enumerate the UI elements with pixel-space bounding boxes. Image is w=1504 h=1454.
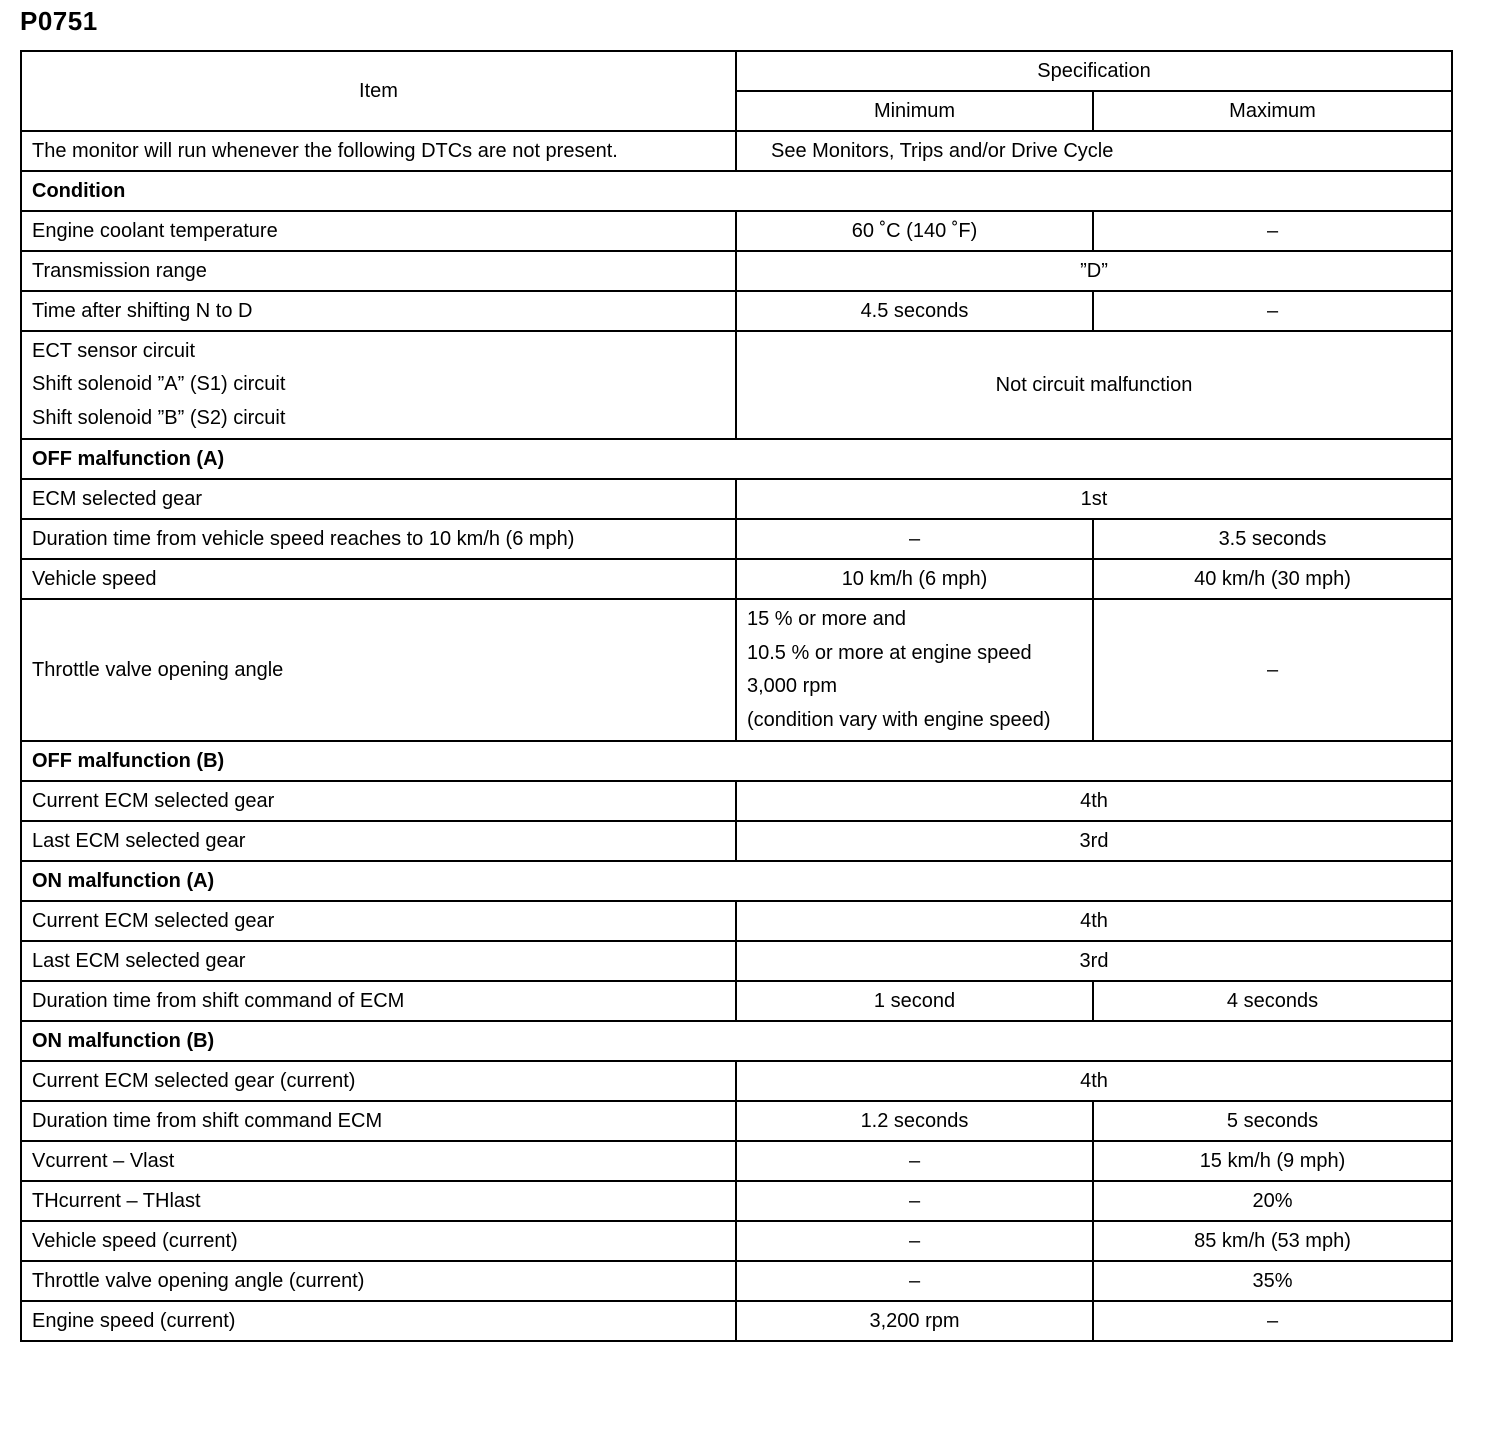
row-item: Last ECM selected gear [21,941,736,981]
row-item: Duration time from vehicle speed reaches to 10 km/h (6 mph) [21,519,736,559]
table-row [21,211,1452,251]
table-row [21,1261,1452,1301]
table-row [21,559,1452,599]
row-spec: Not circuit malfunction [736,331,1452,439]
row-item: The monitor will run whenever the following DTCs are not present. [21,131,736,171]
header-specification: Specification [736,51,1452,91]
row-spec: 4th [736,781,1452,821]
row-max: – [1093,291,1452,331]
table-row [21,941,1452,981]
table-row [21,519,1452,559]
row-min: 1 second [736,981,1093,1021]
section-row-on-a [21,861,1452,901]
row-item: Current ECM selected gear [21,781,736,821]
section-row-on-b [21,1021,1452,1061]
row-spec: 4th [736,901,1452,941]
row-item: Engine speed (current) [21,1301,736,1341]
row-min-line: 15 % or more and [747,608,906,630]
table-row [21,1101,1452,1141]
table-row [21,821,1452,861]
row-item: Engine coolant temperature [21,211,736,251]
row-min-line: (condition vary with engine speed) [747,708,1051,731]
row-item: Vcurrent – Vlast [21,1141,736,1181]
header-item: Item [21,51,736,131]
table-row [21,901,1452,941]
row-min: – [736,1261,1093,1301]
row-spec: ”D” [736,251,1452,291]
row-item: Throttle valve opening angle (current) [21,1261,736,1301]
table-row [21,131,1452,171]
row-max: 85 km/h (53 mph) [1093,1221,1452,1261]
row-max: – [1093,1301,1452,1341]
row-min-line: 3,000 rpm [747,675,838,697]
row-max: 15 km/h (9 mph) [1093,1141,1452,1181]
row-item: Last ECM selected gear [21,821,736,861]
row-spec: 3rd [736,941,1452,981]
table-row [21,1301,1452,1341]
table-row [21,291,1452,331]
row-item: THcurrent – THlast [21,1181,736,1221]
section-heading: Condition [21,171,1452,211]
table-row [21,1221,1452,1261]
row-item-line: Shift solenoid ”B” (S2) circuit [32,406,286,429]
row-max: – [1093,599,1452,741]
row-min: – [736,1141,1093,1181]
row-item [21,331,736,439]
row-min: 60 ˚C (140 ˚F) [736,211,1093,251]
row-spec: 3rd [736,821,1452,861]
table-row [21,1181,1452,1221]
row-max: 40 km/h (30 mph) [1093,559,1452,599]
table-row [21,1061,1452,1101]
section-row-off-b [21,741,1452,781]
table-row [21,251,1452,291]
row-item: ECM selected gear [21,479,736,519]
row-min [736,599,1093,741]
row-min: 1.2 seconds [736,1101,1093,1141]
row-min: 10 km/h (6 mph) [736,559,1093,599]
row-max: 20% [1093,1181,1452,1221]
row-spec: See Monitors, Trips and/or Drive Cycle [736,131,1452,171]
row-max: 3.5 seconds [1093,519,1452,559]
section-heading: ON malfunction (A) [21,861,1452,901]
row-spec: 1st [736,479,1452,519]
specification-table [20,50,1453,1342]
row-item: Throttle valve opening angle [21,599,736,741]
row-item: Transmission range [21,251,736,291]
section-heading: OFF malfunction (A) [21,439,1452,479]
row-max: – [1093,211,1452,251]
row-min: – [736,1221,1093,1261]
row-min: – [736,1181,1093,1221]
row-item: Vehicle speed (current) [21,1221,736,1261]
table-row [21,1141,1452,1181]
row-max: 5 seconds [1093,1101,1452,1141]
table-row [21,981,1452,1021]
row-min: 4.5 seconds [736,291,1093,331]
row-item: Current ECM selected gear (current) [21,1061,736,1101]
page-title: P0751 [20,6,98,36]
row-max: 35% [1093,1261,1452,1301]
table-row [21,479,1452,519]
row-item: Current ECM selected gear [21,901,736,941]
row-min-line: 10.5 % or more at engine speed [747,641,1032,664]
row-item: Time after shifting N to D [21,291,736,331]
row-spec: 4th [736,1061,1452,1101]
row-item: Vehicle speed [21,559,736,599]
row-item-line: ECT sensor circuit [32,339,196,362]
table-row [21,331,1452,439]
section-heading: ON malfunction (B) [21,1021,1452,1061]
table-header-row [21,51,1452,91]
row-item-line: Shift solenoid ”A” (S1) circuit [32,373,286,396]
table-row [21,599,1452,741]
row-item: Duration time from shift command of ECM [21,981,736,1021]
header-maximum: Maximum [1093,91,1452,131]
section-row-off-a [21,439,1452,479]
table-row [21,781,1452,821]
section-row-condition [21,171,1452,211]
row-max: 4 seconds [1093,981,1452,1021]
row-min: – [736,519,1093,559]
row-min: 3,200 rpm [736,1301,1093,1341]
section-heading: OFF malfunction (B) [21,741,1452,781]
row-item: Duration time from shift command ECM [21,1101,736,1141]
header-minimum: Minimum [736,91,1093,131]
